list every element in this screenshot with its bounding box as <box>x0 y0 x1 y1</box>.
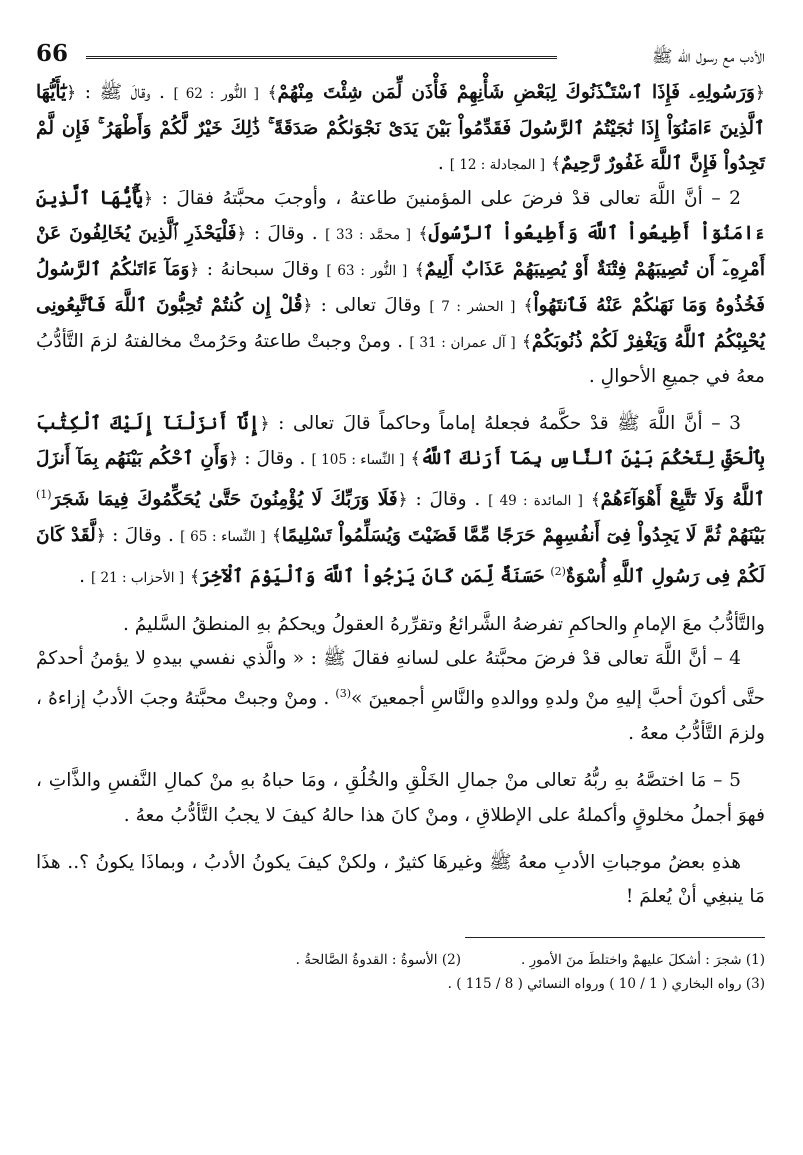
quran-verse: وَرَسُولِهِۦ فَإِذَا ٱسْتَـْٔذَنُوكَ لِبَعْضِ شَأْنِهِمْ فَأْذَن لِّمَن شِئْتَ مِنْهُمْ <box>277 82 756 103</box>
verse-reference: [ محمَّد : 33 ] <box>325 227 412 244</box>
verse-reference: [ النِّساء : 65 ] <box>180 528 266 545</box>
quran-verse: بَيْنَهُمْ ثُمَّ لَا يَجِدُواْ فِىٓ أَنفُسِهِمْ حَرَجًا مِّمَّا قَضَيْتَ وَيُسَلِّمُواْ تَسْلِيمًا <box>281 524 765 546</box>
footnote-2: (2) الأسوةُ : القدوةُ الصَّالحةُ . <box>295 952 461 969</box>
running-title: الأدب مع رسول الله ﷺ <box>651 47 765 67</box>
body-text <box>36 76 765 915</box>
quran-verse: وَأَنِ ٱحْكُم بَيْنَهُم بِمَآ أَنزَلَ ٱللَّهُ وَلَا تَتَّبِعْ أَهْوَآءَهُمْ <box>36 447 765 510</box>
footnote-marker[interactable]: (2) <box>550 564 566 578</box>
verse-reference: [ النِّساء : 105 ] <box>311 451 405 468</box>
page-number: 66 <box>36 40 69 67</box>
quran-verse: وَمَآ ءَاتَىٰكُمُ ٱلرَّسُولُ فَخُذُوهُ وَمَا نَهَىٰكُمْ عَنْهُ فَٱنتَهُواْ <box>36 258 766 316</box>
paragraph-3: 3 – أنَّ اللَّهَ ﷺ قدْ حكَّمهُ فجعلهُ إماماً وحاكماً قالَ تعالى : ﴿إِنَّآ أَنزَلْنَآ إِلَيْكَ ٱلْكِتَٰبَ بِٱلْحَقِّ لِتَحْكُمَ بَيْنَ ٱلنَّاسِ بِمَآ أَرَىٰكَ ٱللَّهُ﴾ [ النِّساء : 105 ] . وقالَ : ﴿وَأَنِ ٱحْكُم بَيْنَهُم بِمَآ أَنزَلَ ٱللَّهُ وَلَا تَتَّبِعْ أَهْوَآءَهُمْ﴾ [ المائدة : 49 ] . وقالَ : ﴿فَلَا وَرَبِّكَ لَا يُؤْمِنُونَ حَتَّىٰ يُحَكِّمُوكَ فِيمَا شَجَرَ$^{(1)}$ بَيْنَهُمْ ثُمَّ لَا يَجِدُواْ فِىٓ أَنفُسِهِمْ حَرَجًا مِّمَّا قَضَيْتَ وَيُسَلِّمُواْ تَسْلِيمًا﴾ [ النِّساء : 65 ] . وقالَ : ﴿لَّقَدْ كَانَ لَكُمْ فِى رَسُولِ ٱللَّهِ أُسْوَةٌ$^{(2)}$ حَسَنَةٌ لِّمَن كَانَ يَرْجُواْ ٱللَّهَ وَٱلْيَوْمَ ٱلْآخِرَ﴾ [ الأحزاب : 21 ] . <box>36 413 765 587</box>
footnote-marker[interactable]: (1) <box>36 487 52 501</box>
quran-verse: قُلْ إِن كُنتُمْ تُحِبُّونَ ٱللَّهَ فَٱتَّبِعُونِى يُحْبِبْكُمُ ٱللَّهُ وَيَغْفِرْ لَكُمْ ذُنُوبَكُمْ <box>36 294 766 352</box>
verse-reference: [ النُّور : 63 ] <box>326 262 408 279</box>
quran-verse: فَلَا وَرَبِّكَ لَا يُؤْمِنُونَ حَتَّىٰ يُحَكِّمُوكَ فِيمَا شَجَرَ <box>51 488 398 510</box>
verse-reference: [ الحشر : 7 ] <box>429 298 516 315</box>
footnote-3: (3) رواه البخاري ( 1 / 10 ) ورواه النسائي ( 8 / 115 ) . <box>447 976 765 993</box>
quran-verse: يَٰٓأَيُّهَا ٱلَّذِينَ ءَامَنُوٓاْ أَطِيعُواْ ٱللَّهَ وَأَطِيعُواْ ٱلرَّسُولَ <box>36 188 765 245</box>
verse-reference: [ المائدة : 49 ] <box>488 492 583 509</box>
paragraph-4: والتَّأدُّبُ معَ الإمامِ والحاكمِ تفرضهُ الشَّرائعُ وتقرِّرهُ العقولُ ويحكمُ بهِ المنطقُ السَّليمُ . <box>122 613 765 635</box>
paragraph-6: 5 – مَا اختصَّهُ بهِ ربُّهُ تعالى منْ جمالِ الخَلْقِ والخُلُقِ ، ومَا حباهُ بهِ منْ كمالِ النَّفسِ والذَّاتِ ، فهوَ أجملُ مخلوقٍ وأكملهُ على الإطلاقِ ، ومنْ كانَ هذا حالهُ كيفَ لا يجبُ التَّأدُّبُ معهُ . <box>36 769 765 826</box>
footnote-marker[interactable]: (3) <box>335 687 351 701</box>
quran-verse: فَلْيَحْذَرِ ٱلَّذِينَ يُخَالِفُونَ عَنْ أَمْرِهِۦٓ أَن تُصِيبَهُمْ فِتْنَةٌ أَوْ يُصِيبَهُمْ عَذَابٌ أَلِيمٌ <box>36 223 765 280</box>
quran-verse: حَسَنَةٌ لِّمَن كَانَ يَرْجُواْ ٱللَّهَ وَٱلْيَوْمَ ٱلْآخِرَ <box>199 565 551 587</box>
footnotes <box>36 948 765 996</box>
verse-reference: [ الأحزاب : 21 ] <box>90 569 185 586</box>
footnote-row <box>36 948 765 972</box>
quran-verse: لَّقَدْ كَانَ لَكُمْ فِى رَسُولِ ٱللَّهِ أُسْوَةٌ <box>36 524 765 587</box>
paragraph-5: 4 – أنَّ اللَّهَ تعالى قدْ فرضَ محبَّتهُ على لسانهِ فقالَ ﷺ : « والَّذي نفسي بيدهِ لا يؤمنُ أحدكمْ حتَّى أكونَ أحبَّ إليهِ منْ ولدهِ ووالدهِ والنَّاسِ أجمعينَ »$^{(3)}$ . ومنْ وجبتْ محبَّتهُ وجبَ الأدبُ إزاءهُ ، ولزمَ التَّأدُّبُ معهُ . <box>36 648 765 745</box>
header-rule <box>86 56 557 59</box>
paragraph-7: هذهِ بعضُ موجباتِ الأدبِ معهُ ﷺ وغيرهَا كثيرٌ ، ولكنْ كيفَ يكونُ الأدبُ ، وبماذَا يكونُ ؟.. هذَا مَا ينبغِي أنْ يُعلمَ ! <box>36 851 765 908</box>
verse-reference: [ النُّور : 62 ] <box>173 86 259 102</box>
footnote-1: (1) شجرَ : أشكلَ عليهمْ واختلطَ منَ الأمورِ . <box>521 952 765 969</box>
quran-verse: يَٰٓأَيُّهَا ٱلَّذِينَ ءَامَنُوٓاْ إِذَا نَٰجَيْتُمُ ٱلرَّسُولَ فَقَدِّمُواْ بَيْنَ يَدَىْ نَجْوَىٰكُمْ صَدَقَةً ۚ ذَٰلِكَ خَيْرٌ لَّكُمْ وَأَطْهَرُ ۚ فَإِن لَّمْ تَجِدُواْ فَإِنَّ ٱللَّهَ غَفُورٌ رَّحِيمٌ <box>36 82 765 174</box>
page-header <box>36 40 765 76</box>
paragraph-1: ﴿وَرَسُولِهِۦ فَإِذَا ٱسْتَـْٔذَنُوكَ لِبَعْضِ شَأْنِهِمْ فَأْذَن لِّمَن شِئْتَ مِنْهُمْ﴾ [ النُّور : 62 ] . وقالَ ﷺ : ﴿يَٰٓأَيُّهَا ٱلَّذِينَ ءَامَنُوٓاْ إِذَا نَٰجَيْتُمُ ٱلرَّسُولَ فَقَدِّمُواْ بَيْنَ يَدَىْ نَجْوَىٰكُمْ صَدَقَةً ۚ ذَٰلِكَ خَيْرٌ لَّكُمْ وَأَطْهَرُ ۚ فَإِن لَّمْ تَجِدُواْ فَإِنَّ ٱللَّهَ غَفُورٌ رَّحِيمٌ﴾ [ المجادلة : 12 ] . <box>36 82 765 174</box>
quran-verse: إِنَّآ أَنزَلْنَآ إِلَيْكَ ٱلْكِتَٰبَ بِٱلْحَقِّ لِتَحْكُمَ بَيْنَ ٱلنَّاسِ بِمَآ أَرَىٰكَ ٱللَّهُ <box>36 413 765 469</box>
paragraph-2: 2 – أنَّ اللَّهَ تعالى قدْ فرضَ على المؤمنينَ طاعتهُ ، وأوجبَ محبَّتهُ فقالَ : ﴿يَٰٓأَيُّهَا ٱلَّذِينَ ءَامَنُوٓاْ أَطِيعُواْ ٱللَّهَ وَأَطِيعُواْ ٱلرَّسُولَ﴾ [ محمَّد : 33 ] . وقالَ : ﴿فَلْيَحْذَرِ ٱلَّذِينَ يُخَالِفُونَ عَنْ أَمْرِهِۦٓ أَن تُصِيبَهُمْ فِتْنَةٌ أَوْ يُصِيبَهُمْ عَذَابٌ أَلِيمٌ﴾ [ النُّور : 63 ] وقالَ سبحانهُ : ﴿وَمَآ ءَاتَىٰكُمُ ٱلرَّسُولُ فَخُذُوهُ وَمَا نَهَىٰكُمْ عَنْهُ فَٱنتَهُواْ﴾ [ الحشر : 7 ] وقالَ تعالى : ﴿قُلْ إِن كُنتُمْ تُحِبُّونَ ٱللَّهَ فَٱتَّبِعُونِى يُحْبِبْكُمُ ٱللَّهُ وَيَغْفِرْ لَكُمْ ذُنُوبَكُمْ﴾ [ آل عمران : 31 ] . ومنْ وجبتْ طاعتهُ وحَرُمتْ مخالفتهُ لزمَ التَّأدُّبُ معهُ في جميعِ الأحوالِ . <box>36 188 766 388</box>
verse-reference: [ آل عمران : 31 ] <box>409 334 516 351</box>
footnote-rule <box>465 937 765 938</box>
verse-reference: [ المجادلة : 12 ] <box>449 156 546 173</box>
